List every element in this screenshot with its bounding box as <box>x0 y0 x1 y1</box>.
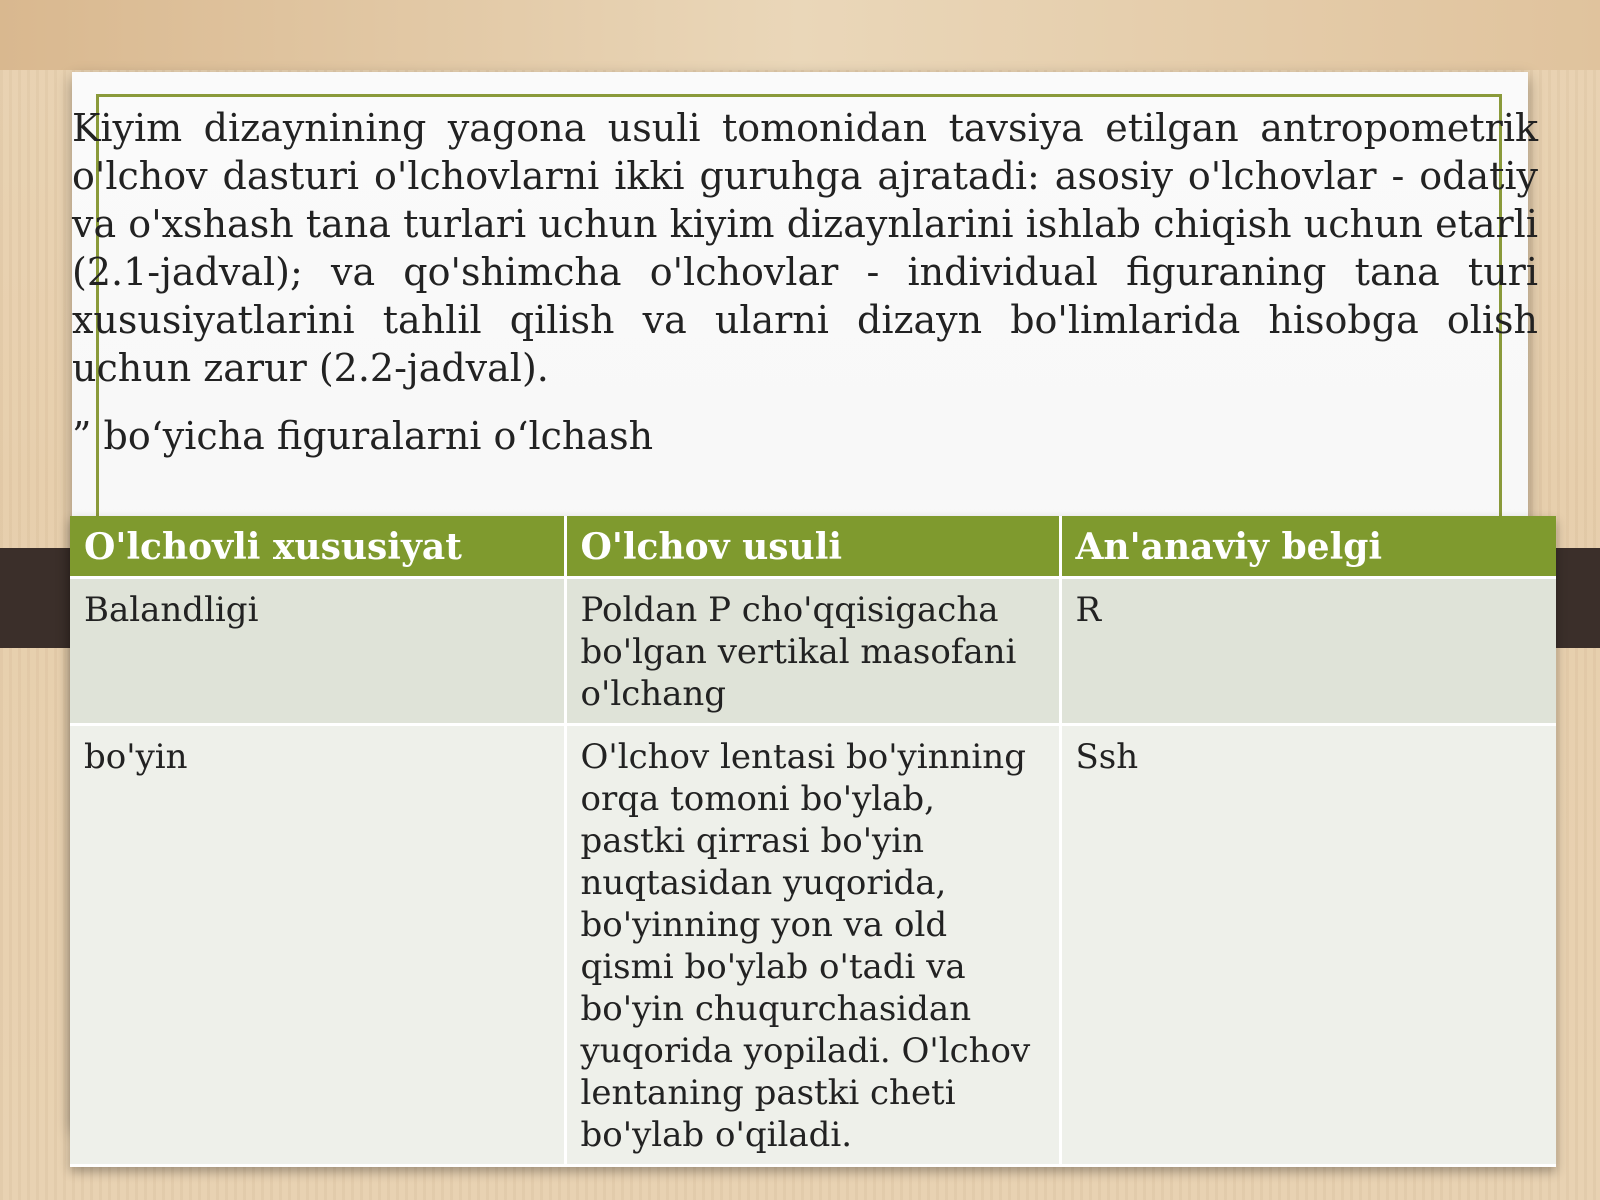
table-row <box>70 578 1556 725</box>
cell-method: Poldan P cho'qqisigacha bo'lgan vertikal masofani o'lchang <box>565 578 1060 725</box>
cell-symbol: Ssh <box>1060 725 1556 1166</box>
body-paragraph: Kiyim dizaynining yagona usuli tomonidan tavsiya etilgan antropometrik o'lchov dasturi o'lchovlarni ikki guruhga ajratadi: asosiy o'lchovlar - odatiy va o'xshash tana turlari uchun kiyim dizaynlarini ishlab chiqish uchun etarli (2.1-jadval); va qo'shimcha o'lchovlar - individual figuraning tana turi xususiyatlarini tahlil qilish va ularni dizayn bo'limlarida hisobga olish uchun zarur (2.2-jadval). <box>72 106 1538 390</box>
wood-background-top <box>0 0 1600 70</box>
header-symbol: An'anaviy belgi <box>1060 516 1556 578</box>
table-row <box>70 725 1556 1166</box>
cell-method: O'lchov lentasi bo'yinning orqa tomoni bo'ylab, pastki qirrasi bo'yin nuqtasidan yuqorida, bo'yinning yon va old qismi bo'ylab o'tadi va bo'yin chuqurchasidan yuqorida yopiladi. O'lchov lentaning pastki cheti bo'ylab o'qiladi. <box>565 725 1060 1166</box>
table-header-row <box>70 516 1556 578</box>
slide-subtitle: ” bo‘yicha figuralarni o‘lchash <box>72 414 654 458</box>
header-measure-feature: O'lchovli xususiyat <box>70 516 565 578</box>
cell-feature: Balandligi <box>70 578 565 725</box>
measurements-table <box>70 516 1556 1167</box>
header-measure-method: O'lchov usuli <box>565 516 1060 578</box>
cell-feature: bo'yin <box>70 725 565 1166</box>
cell-symbol: R <box>1060 578 1556 725</box>
